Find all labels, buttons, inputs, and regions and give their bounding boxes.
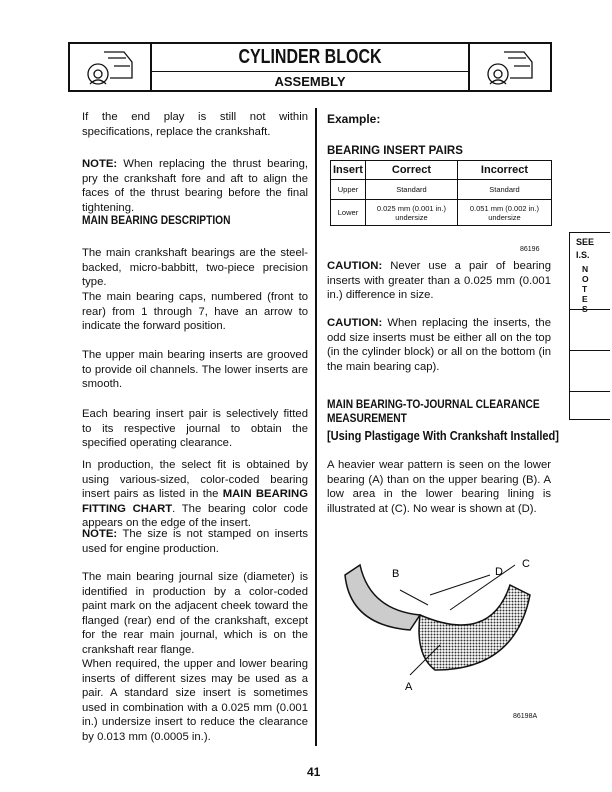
column-divider [315,108,317,746]
note: NOTE: When replacing the thrust bearing, pry the crankshaft fore and aft to align the faces of the thrust bearing before the final tightening. [82,158,308,214]
tab-cell [570,309,610,350]
page-number: 41 [307,765,321,779]
page-title: CYLINDER BLOCK [238,46,382,68]
cell: Standard [365,180,457,200]
table-row [331,180,552,200]
paragraph: When required, the upper and lower bearing inserts of different sizes may be used as a pair. A standard size insert is sometimes used in combination with a 0.025 mm (0.001 in.) undersize insert to reduce the clearance by 0.013 mm (0.0005 in.). [82,658,308,743]
table-header-row [331,161,552,180]
paragraph: A heavier wear pattern is seen on the lower bearing (A) than on the upper bearing (B). A low area in the lower bearing lining is illustrated at (C). No wear is shown at (D). [327,459,551,515]
caution: CAUTION: When replacing the inserts, the odd size inserts must be either all on the top (in the cylinder block) or all on the bottom (in the main bearing cap). [327,317,551,373]
see-label: SEE [576,237,595,247]
figure-number: 86198A [513,713,538,720]
bearing-insert-table [330,160,552,226]
letter: T [582,284,588,294]
is-label: I.S. [576,250,590,260]
label-d: D [495,566,503,578]
header-cell: Insert [331,161,366,180]
label-a: A [405,681,413,693]
paragraph: The main bearing journal size (diameter) is identified in production by a color-coded paint mark on the adjacent cheek toward the flanged (rear) end of the crankshaft, except for the rear main journal, which is on the crankshaft rear flange. [82,571,308,656]
section-heading: MAIN BEARING DESCRIPTION [82,213,231,227]
label-c: C [522,558,530,570]
tab-cell [570,350,610,391]
example-label: Example: [327,112,381,126]
paragraph: The upper main bearing inserts are grooved to provide oil channels. The lower inserts are smooth. [82,349,308,391]
header-cell: Correct [365,161,457,180]
paragraph: The main crankshaft bearings are the steel-backed, micro-babbitt, two-piece precision type. [82,247,308,289]
letter: S [582,304,588,314]
cell: Upper [331,180,366,200]
caution: CAUTION: Never use a pair of bearing inserts with greater than a 0.025 mm (0.001 in.) difference in size. [327,260,551,302]
cell: Lower [331,200,366,226]
bearing-wear-illustration [340,555,540,695]
tab-label [570,233,610,314]
paragraph: The main bearing caps, numbered (front to rear) from 1 through 7, have an arrow to indicate the forward position. [82,291,308,333]
cell: Standard [457,180,551,200]
letter: N [582,264,589,274]
paragraph: Each bearing insert pair is selectively fitted to its respective journal to obtain the specified operating clearance. [82,408,308,450]
paragraph: If the end play is still not within specifications, replace the crankshaft. [82,111,308,138]
table-title: BEARING INSERT PAIRS [327,145,463,157]
section-heading: MAIN BEARING-TO-JOURNAL CLEARANCE MEASUREMENT [327,397,540,425]
label-b: B [392,568,400,580]
cell: 0.051 mm (0.002 in.) undersize [457,200,551,226]
paragraph: In production, the select fit is obtained by using various-sized, color-coded bearing insert pairs as listed in the MAIN BEARING FITTING CHART. The bearing color code appears on the edge of the insert. [82,459,308,530]
engine-icon [468,44,550,90]
header-cell: Incorrect [457,161,551,180]
table-row [331,200,552,226]
letter: E [582,294,588,304]
page-header [68,42,552,92]
cell: 0.025 mm (0.001 in.) undersize [365,200,457,226]
tab-cell [570,391,610,432]
letter: O [582,274,589,284]
section-subheading: [Using Plastigage With Crankshaft Installed] [327,428,559,443]
engine-icon [70,44,152,90]
figure-number: 86196 [520,246,540,253]
note: NOTE: The size is not stamped on inserts used for engine production. [82,528,308,555]
see-is-notes-tab [569,232,610,420]
page-subtitle: ASSEMBLY [152,71,468,89]
notes-label [576,264,610,314]
